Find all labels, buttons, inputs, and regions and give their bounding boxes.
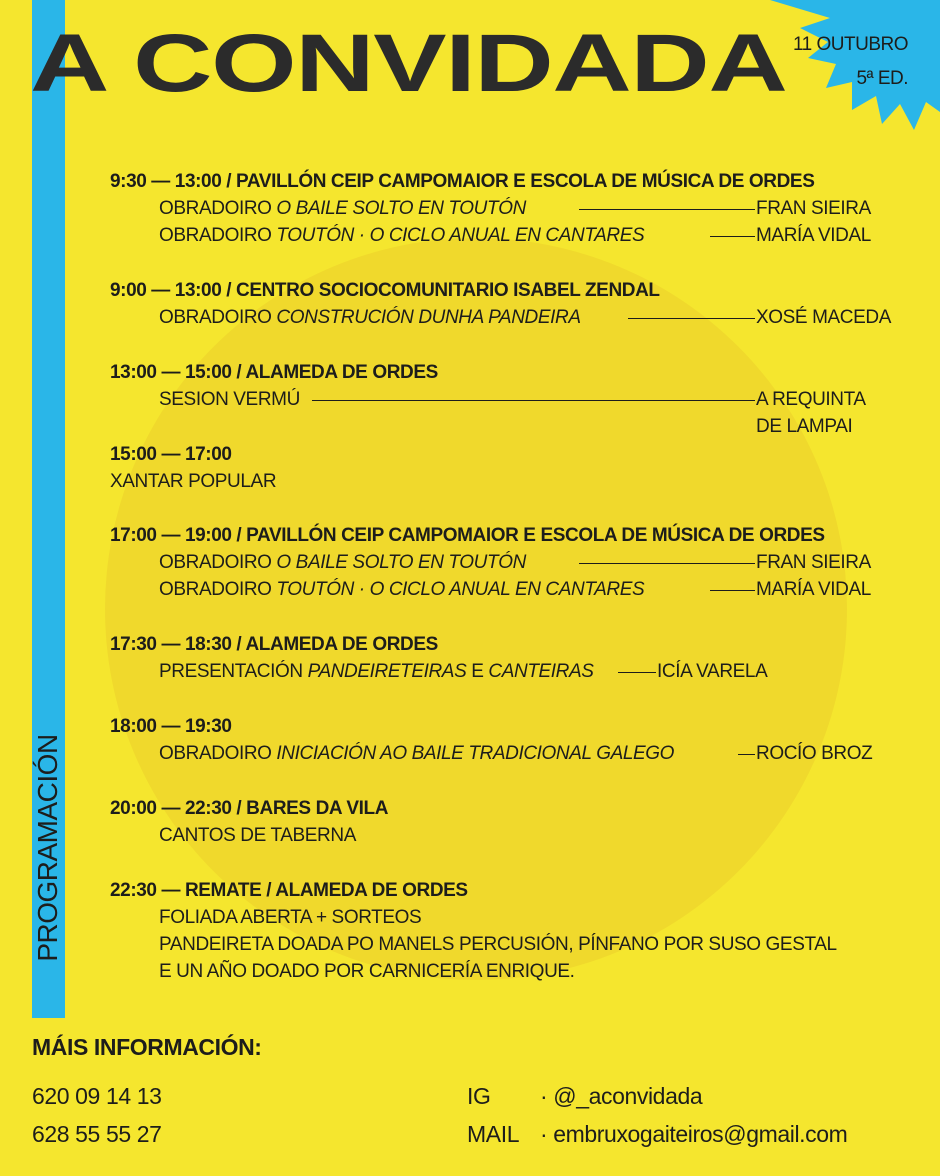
leader-line [618, 672, 656, 673]
item-topic: O BAILE SOLTO EN TOUTÓN [276, 198, 526, 219]
schedule-item: XANTAR POPULAR [110, 471, 277, 492]
item-topic: TOUTÓN · O CICLO ANUAL EN CANTARES [276, 225, 645, 246]
item-instructor: XOSÉ MACEDA [756, 307, 891, 328]
schedule-item: PRESENTACIÓN PANDEIRETEIRAS E CANTEIRAS ICÍA VARELA [110, 658, 920, 685]
leader-line [710, 236, 755, 237]
item-topic-b: CANTEIRAS [488, 661, 594, 682]
schedule-item [110, 740, 920, 767]
schedule-block-1 [110, 168, 920, 249]
leader-line [628, 318, 755, 319]
schedule-item: PANDEIRETA DOADA PO MANELS PERCUSIÓN, PÍNFANO POR SUSO GESTAL [159, 934, 837, 955]
item-instructor: FRAN SIEIRA [756, 552, 871, 573]
item-topic: INICIACIÓN AO BAILE TRADICIONAL GALEGO [276, 743, 675, 764]
schedule-item: FOLIADA ABERTA + SORTEOS [159, 907, 422, 928]
schedule-item [110, 576, 920, 603]
schedule-item [110, 222, 920, 249]
block-heading: 18:00 — 19:30 [110, 716, 232, 737]
instagram-label: IG [467, 1083, 491, 1109]
schedule-block-5 [110, 522, 920, 603]
item-performer: A REQUINTA DE LAMPAI [756, 389, 866, 437]
item-kind: OBRADOIRO [159, 579, 272, 600]
item-topic: CONSTRUCIÓN DUNHA PANDEIRA [276, 307, 581, 328]
item-kind: PRESENTACIÓN [159, 661, 303, 682]
item-kind: OBRADOIRO [159, 743, 272, 764]
instagram-handle[interactable]: · @_aconvidada [540, 1083, 703, 1109]
leader-line [738, 754, 755, 755]
phone-number-2: 628 55 55 27 [32, 1121, 162, 1147]
item-presenter: ICÍA VARELA [657, 661, 768, 682]
phone-number-1: 620 09 14 13 [32, 1083, 162, 1109]
schedule-block-7 [110, 713, 920, 767]
schedule-item: CANTOS DE TABERNA [159, 825, 356, 846]
schedule-block-6 [110, 631, 920, 685]
event-date-badge [793, 28, 908, 96]
item-topic: TOUTÓN · O CICLO ANUAL EN CANTARES [276, 579, 645, 600]
schedule-item [110, 549, 920, 576]
item-kind: OBRADOIRO [159, 307, 272, 328]
item-instructor: FRAN SIEIRA [756, 198, 871, 219]
email-address[interactable]: · embruxogaiteiros@gmail.com [540, 1121, 848, 1147]
more-info-title: MÁIS INFORMACIÓN: [32, 1034, 262, 1060]
item-topic-a: PANDEIRETEIRAS [307, 661, 467, 682]
item-instructor: MARÍA VIDAL [756, 579, 871, 600]
block-heading: 17:30 — 18:30 / ALAMEDA DE ORDES [110, 634, 438, 655]
mail-label: MAIL [467, 1121, 520, 1147]
background-sun-circle [105, 238, 847, 980]
schedule-block-3 [110, 359, 920, 440]
edition-number: 5ª ED. [856, 68, 908, 89]
item-kind: SESION VERMÚ [159, 389, 300, 410]
block-heading: 9:00 — 13:00 / CENTRO SOCIOCOMUNITARIO ISABEL ZENDAL [110, 280, 660, 301]
leader-line [579, 209, 755, 210]
block-heading: 13:00 — 15:00 / ALAMEDA DE ORDES [110, 362, 438, 383]
schedule-block-2 [110, 277, 920, 331]
block-heading: 22:30 — REMATE / ALAMEDA DE ORDES [110, 880, 468, 901]
leader-line [312, 400, 755, 401]
schedule-item [110, 304, 920, 331]
block-heading: 15:00 — 17:00 [110, 444, 232, 465]
schedule-block-4 [110, 441, 920, 495]
poster-title: A CONVIDADA [30, 18, 787, 109]
block-heading: 17:00 — 19:00 / PAVILLÓN CEIP CAMPOMAIOR E ESCOLA DE MÚSICA DE ORDES [110, 525, 825, 546]
leader-line [710, 590, 755, 591]
schedule-block-8 [110, 795, 920, 849]
item-kind: OBRADOIRO [159, 552, 272, 573]
item-topic: O BAILE SOLTO EN TOUTÓN [276, 552, 526, 573]
item-kind: OBRADOIRO [159, 225, 272, 246]
schedule-item [110, 386, 920, 440]
schedule-item: E UN AÑO DOADO POR CARNICERÍA ENRIQUE. [159, 961, 575, 982]
item-instructor: MARÍA VIDAL [756, 225, 871, 246]
block-heading: 9:30 — 13:00 / PAVILLÓN CEIP CAMPOMAIOR E ESCOLA DE MÚSICA DE ORDES [110, 171, 815, 192]
event-date: 11 OUTUBRO [792, 34, 908, 55]
item-instructor: ROCÍO BROZ [756, 743, 873, 764]
item-kind: OBRADOIRO [159, 198, 272, 219]
programacion-label: PROGRAMACIÓN [32, 734, 63, 962]
schedule-block-9 [110, 877, 920, 985]
block-heading: 20:00 — 22:30 / BARES DA VILA [110, 798, 389, 819]
schedule-item [110, 195, 920, 222]
leader-line [579, 563, 755, 564]
